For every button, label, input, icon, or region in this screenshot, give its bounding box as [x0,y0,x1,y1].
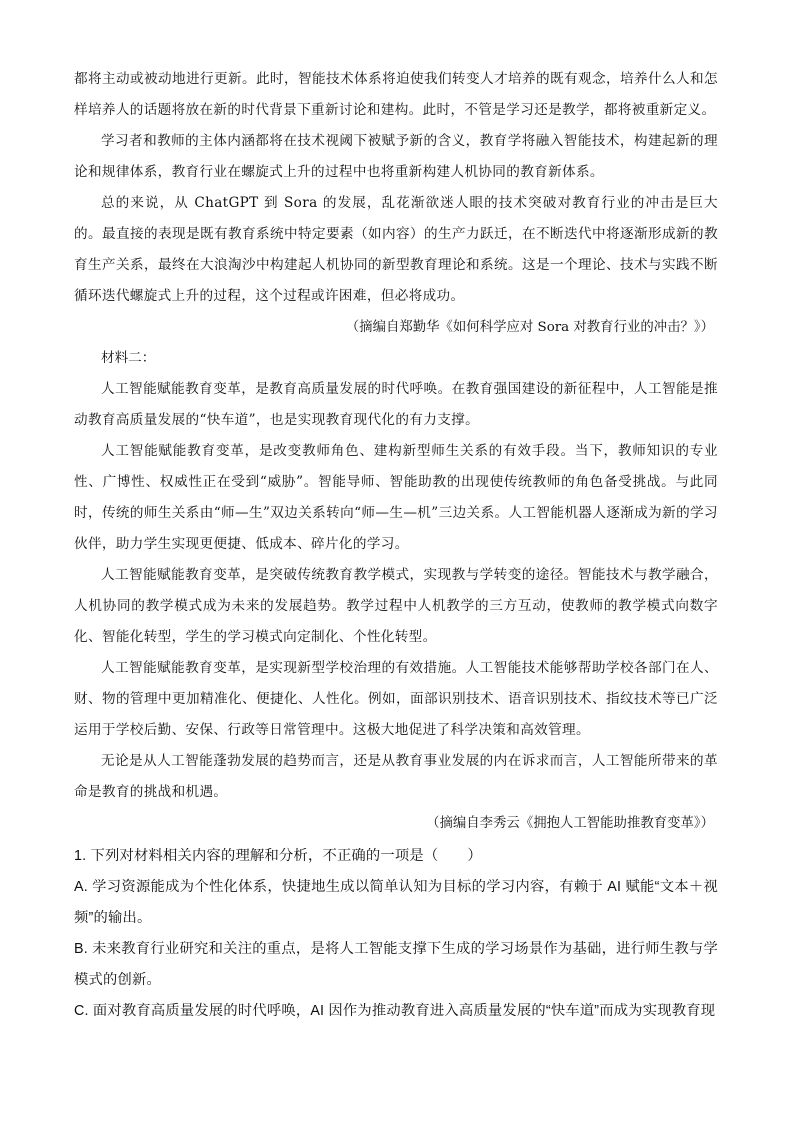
source-citation: （摘编自李秀云《拥抱人工智能助推教育变革》） [426,816,714,831]
paragraph: 学习者和教师的主体内涵都将在技术视阈下被赋予新的含义，教育学将融入智能技术，构建起新的理论和规律体系，教育行业在螺旋式上升的过程中也将重新构建人机协同的教育新体系。 [74,133,718,180]
option-c: C. 面对教育高质量发展的时代呼唤，AI 因作为推动教育进入高质量发展的“快车道”而成为实现教育现 [74,1003,716,1019]
paragraph: 人工智能赋能教育变革，是实现新型学校治理的有效措施。人工智能技术能够帮助学校各部门在人、财、物的管理中更加精准化、便捷化、人性化。例如，面部识别技术、语音识别技术、指纹技术等已广泛运用于学校后勤、安保、行政等日常管理中。这极大地促进了科学决策和高效管理。 [74,660,718,738]
paragraph: 总的来说，从 ChatGPT 到 Sora 的发展，乱花渐欲迷人眼的技术突破对教育行业的冲击是巨大的。最直接的表现是既有教育系统中特定要素（如内容）的生产力跃迁，在不断迭代中将逐渐形成新的教育生产关系，最终在大浪淘沙中构建起人机协同的新型教育理论和系统。这是一个理论、技术与实践不断循环迭代螺旋式上升的过程，这个过程或许困难，但必将成功。 [74,195,718,304]
option-a: A. 学习资源能成为个性化体系，快捷地生成以简单认知为目标的学习内容，有赖于 AI 赋能“文本＋视频”的输出。 [74,879,718,926]
material-heading: 材料二： [101,350,156,366]
option-b: B. 未来教育行业研究和关注的重点，是将人工智能支撑下生成的学习场景作为基础，进行师生教与学模式的创新。 [74,941,718,988]
source-citation: （摘编自郑勤华《如何科学应对 Sora 对教育行业的冲击？》） [345,320,714,335]
paragraph: 无论是从人工智能蓬勃发展的趋势而言，还是从教育事业发展的内在诉求而言，人工智能所带来的革命是教育的挑战和机遇。 [74,753,718,800]
question-stem: 1. 下列对材料相关内容的理解和分析，不正确的一项是（ ） [74,848,482,864]
paragraph: 人工智能赋能教育变革，是突破传统教育教学模式，实现教与学转变的途径。智能技术与教学融合，人机协同的教学模式成为未来的发展趋势。教学过程中人机教学的三方互动，使教师的教学模式向数字化、智能化转型，学生的学习模式向定制化、个性化转型。 [74,567,718,645]
paragraph: 人工智能赋能教育变革，是改变教师角色、建构新型师生关系的有效手段。当下，教师知识的专业性、广博性、权威性正在受到“威胁”。智能导师、智能助教的出现使传统教师的角色备受挑战。与此同时，传统的师生关系由“师—生”双边关系转向“师—生—机”三边关系。人工智能机器人逐渐成为新的学习伙伴，助力学生实现更便捷、低成本、碎片化的学习。 [74,443,718,552]
paragraph: 人工智能赋能教育变革，是教育高质量发展的时代呼唤。在教育强国建设的新征程中，人工智能是推动教育高质量发展的“快车道”，也是实现教育现代化的有力支撑。 [74,381,718,428]
paragraph: 都将主动或被动地进行更新。此时，智能技术体系将迫使我们转变人才培养的既有观念，培养什么人和怎样培养人的话题将放在新的时代背景下重新讨论和建构。此时，不管是学习还是教学，都将被重新定义。 [74,71,718,118]
